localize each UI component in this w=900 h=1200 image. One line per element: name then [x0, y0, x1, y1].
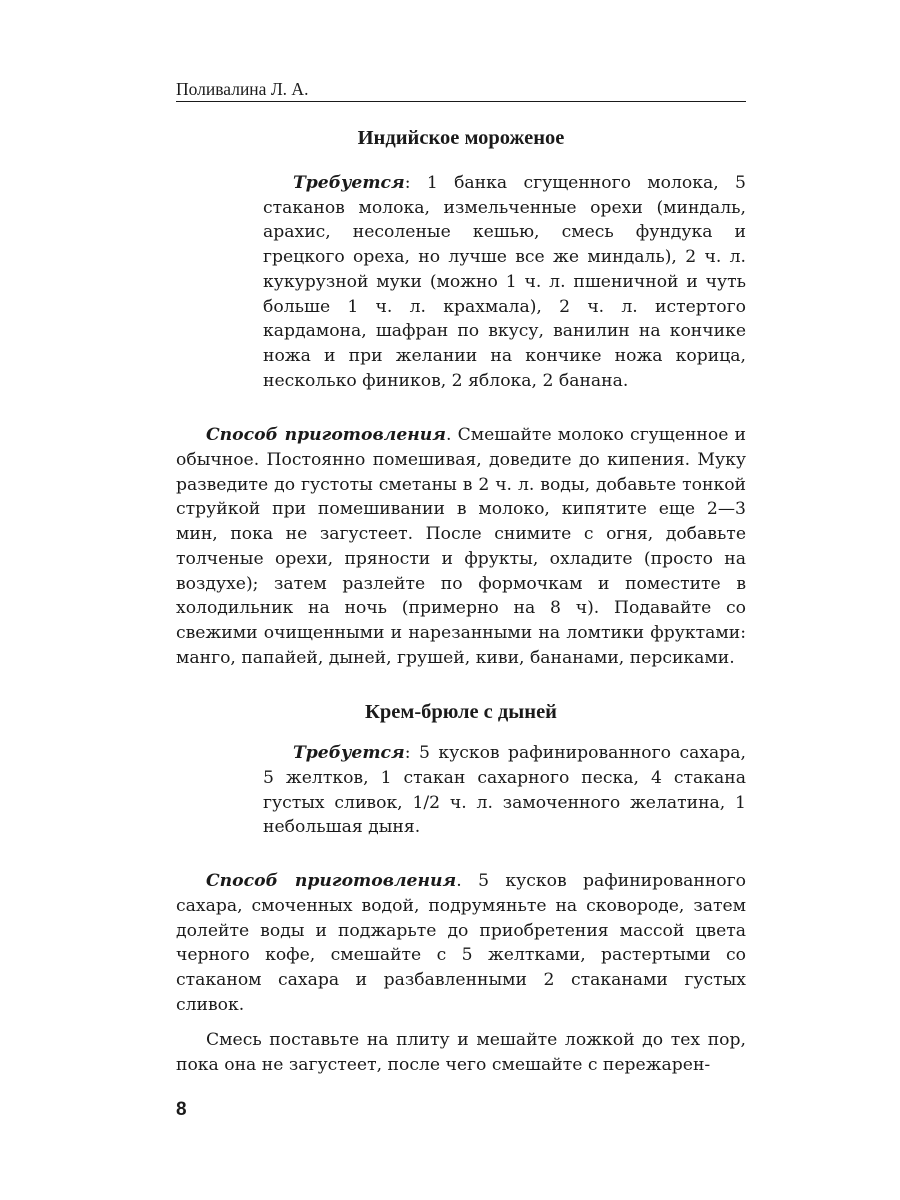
page-number: 8: [176, 1099, 187, 1120]
recipe-method: [176, 393, 746, 670]
recipe-method: [176, 840, 746, 1017]
recipe-title: Крем-брюле с дыней: [364, 701, 557, 724]
requirements-label: Требуется: [293, 173, 405, 193]
method-text: . 5 кусков рафинированного сахара, смоченных водой, подрумяньте на сковороде, затем долейте воды и поджарьте до приобретения массой цвета черного кофе, смешайте с 5 желтками, растертыми со стаканом сахара и разбавленными 2 стаканами густых сливок.: [176, 871, 746, 1015]
requirements-label: Требуется: [293, 743, 405, 764]
page-content: [176, 98, 746, 1078]
method-label: Способ приготовления: [206, 871, 457, 892]
requirements-text: : 1 банка сгущенного молока, 5 стаканов молока, измельченные орехи (миндаль, арахис, несоленые кешью, смесь фундука и грецкого ореха, но лучше все же миндаль), 2 ч. л. кукурузной муки (можно 1 ч. л. пшеничной и чуть больше 1 ч. л. крахмала), 2 ч. л. истертого кардамона, шафран по вкусу, ванилин на кончике ножа и при желании на кончике ножа корица, несколько фиников, 2 яблока, 2 банана.: [263, 173, 746, 391]
method-text: . Смешайте молоко сгущенное и обычное. Постоянно помешивая, доведите до кипения. Муку разведите до густоты сметаны в 2 ч. л. воды, добавьте тонкой струйкой при помешивании в молоко, кипятите еще 2—3 мин, пока не загустеет. После снимите с огня, добавьте толченые орехи, пряности и фрукты, охладите (просто на воздухе); затем разлейте по формочкам и поместите в холодильник на ночь (примерно на 8 ч). Подавайте со свежими очищенными и нарезанными на ломтики фруктами: манго, папайей, дыней, грушей, киви, бананами, персиками.: [176, 425, 746, 668]
method-label: Способ приготовления: [206, 425, 446, 446]
recipe-requirements: [176, 151, 746, 393]
recipe-requirements: [176, 725, 746, 840]
running-head: Поливалина Л. А.: [176, 78, 746, 102]
recipe-title: Индийское мороженое: [357, 127, 565, 149]
method-continuation: Смесь поставьте на плиту и мешайте ложкой до тех пор, пока она не загустеет, после чего смешайте с пережарен-: [176, 1030, 746, 1076]
requirements-text: : 5 кусков рафинированного сахара, 5 желтков, 1 стакан сахарного песка, 4 стакана густых сливок, 1/2 ч. л. замоченного желатина, 1 небольшая дыня.: [263, 743, 746, 838]
